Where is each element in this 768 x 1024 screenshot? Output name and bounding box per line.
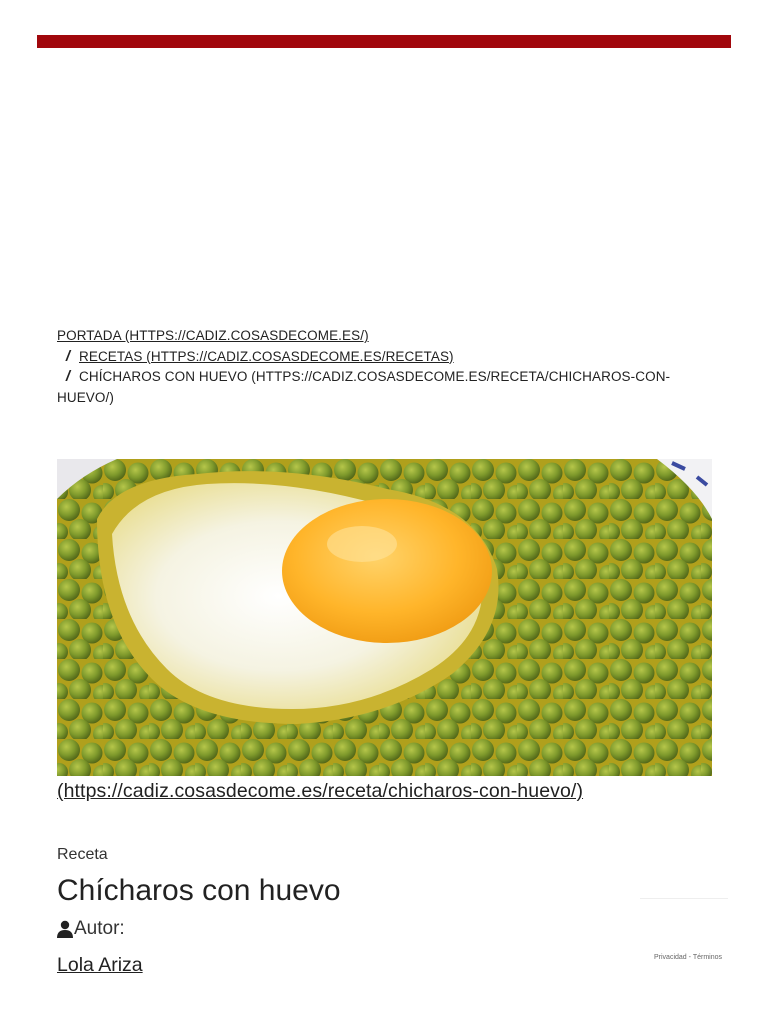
breadcrumb-current: CHÍCHAROS CON HUEVO (HTTPS://CADIZ.COSASDECOME.ES/RECETA/CHICHAROS-CON- (79, 369, 671, 384)
author-link[interactable]: Lola Ariza (57, 954, 143, 976)
recaptcha-badge (640, 898, 728, 973)
author-label: Autor: (74, 918, 125, 939)
recaptcha-terms-link[interactable]: Términos (692, 954, 722, 961)
breadcrumb-current-continued: HUEVO/) (57, 389, 114, 405)
recipe-image-link[interactable]: (https://cadiz.cosasdecome.es/receta/chicharos-con-huevo/) (57, 780, 584, 802)
recaptcha-privacy-link[interactable]: Privacidad (654, 954, 687, 961)
author-row (57, 918, 125, 940)
recaptcha-links (654, 954, 722, 961)
peas-and-egg-photo (57, 459, 712, 776)
breadcrumb-separator: / (65, 368, 71, 385)
header-accent-bar (37, 35, 731, 48)
recaptcha-separator: - (688, 954, 691, 961)
content-type-label: Receta (57, 846, 108, 863)
breadcrumb-recipes-link[interactable]: RECETAS (HTTPS://CADIZ.COSASDECOME.ES/RECETAS) (79, 348, 454, 364)
breadcrumb-home-link[interactable]: PORTADA (HTTPS://CADIZ.COSASDECOME.ES/) (57, 328, 369, 343)
breadcrumb-separator: / (65, 347, 71, 365)
breadcrumb (57, 326, 697, 408)
recipe-hero-image[interactable] (57, 459, 712, 776)
user-icon (57, 920, 73, 938)
page-title: Chícharos con huevo (57, 874, 341, 907)
